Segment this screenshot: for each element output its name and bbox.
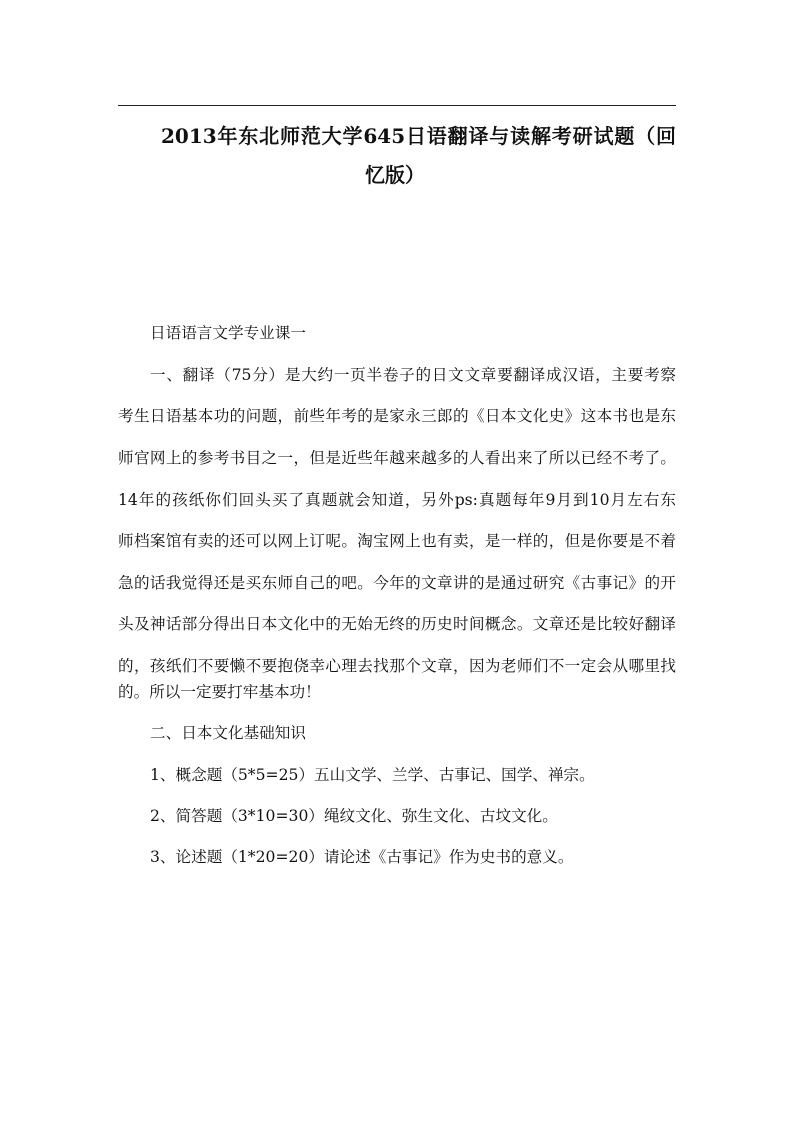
paragraph-line: 急的话我觉得还是买东师自己的吧。今年的文章讲的是通过研究《古事记》的开 [118,574,676,592]
list-item: 3、论述题（1*20=20）请论述《古事记》作为史书的意义。 [150,848,574,866]
subtitle: 日语语言文学专业课一 [150,324,306,342]
section-heading: 二、日本文化基础知识 [150,724,306,742]
document-title-line-2: 忆版） [365,163,425,187]
paragraph-line: 14年的孩纸你们回头买了真题就会知道，另外ps:真题每年9月到10月左右东 [118,491,676,509]
paragraph-line: 的。所以一定要打牢基本功！ [118,683,321,701]
paragraph-line: 师官网上的参考书目之一，但是近些年越来越多的人看出来了所以已经不考了。 [118,449,676,467]
list-item: 2、简答题（3*10=30）绳纹文化、弥生文化、古坟文化。 [150,807,558,825]
document-title-line-1: 2013年东北师范大学645日语翻译与读解考研试题（回 [161,124,676,148]
list-item: 1、概念题（5*5=25）五山文学、兰学、古事记、国学、禅宗。 [150,766,595,784]
paragraph-line: 师档案馆有卖的还可以网上订呢。淘宝网上也有卖，是一样的，但是你要是不着 [118,532,676,550]
paragraph-line: 考生日语基本功的问题，前些年考的是家永三郎的《日本文化史》这本书也是东 [118,407,676,425]
paragraph-line: 一、翻译（75分）是大约一页半卷子的日文文章要翻译成汉语，主要考察 [150,366,676,384]
paragraph-line: 的，孩纸们不要懒不要抱侥幸心理去找那个文章，因为老师们不一定会从哪里找 [118,657,676,675]
header-rule [118,105,676,106]
paragraph-line: 头及神话部分得出日本文化中的无始无终的历史时间概念。文章还是比较好翻译 [118,615,676,633]
